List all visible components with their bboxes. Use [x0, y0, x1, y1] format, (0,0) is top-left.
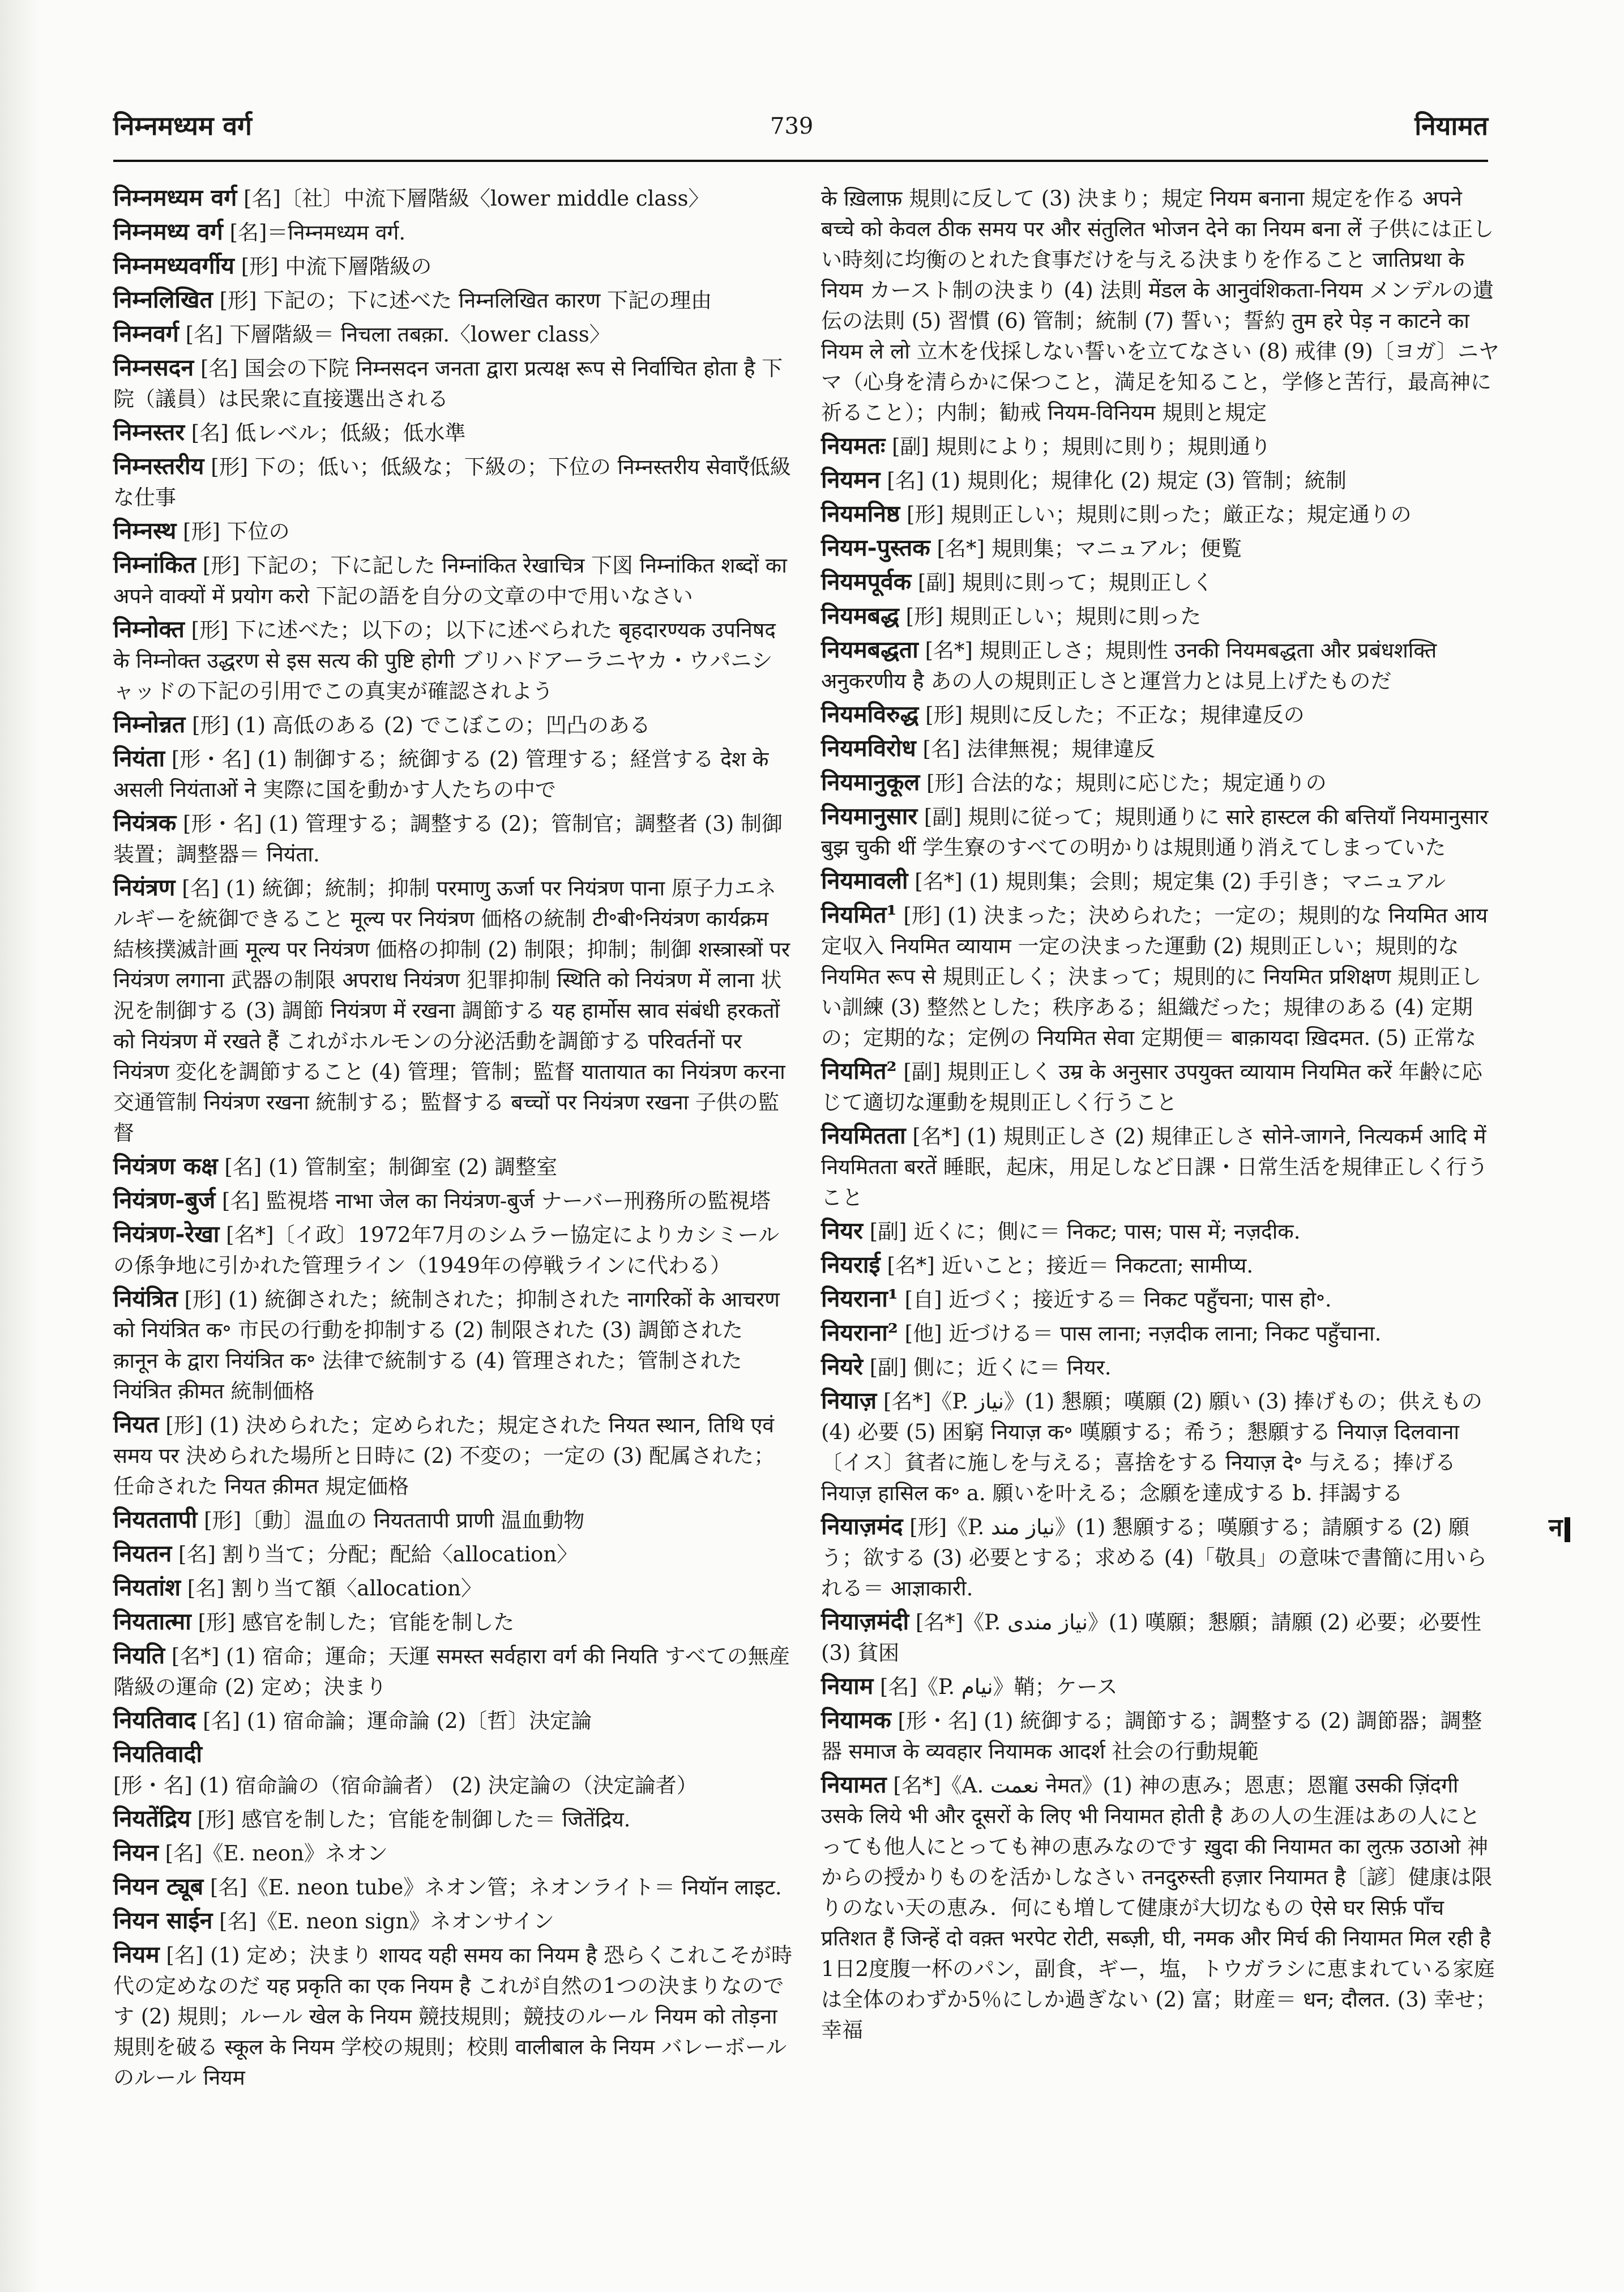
- dictionary-entry: [821, 1385, 1501, 1509]
- dictionary-entry: [113, 709, 793, 741]
- entry-headword: नियंता: [113, 745, 165, 772]
- entry-definition: [名] 低レベル；低級；低水準: [185, 421, 466, 445]
- entry-headword: निम्नमध्य वर्ग: [113, 218, 223, 245]
- entry-headword: नियर: [821, 1217, 863, 1244]
- dictionary-entry: [821, 733, 1501, 765]
- entry-headword: नियन: [113, 1839, 159, 1866]
- entry-headword: निम्नमध्यम वर्ग: [113, 184, 237, 211]
- entry-headword: नियतिवादी: [113, 1740, 202, 1768]
- left-column: [113, 182, 793, 2095]
- dictionary-entry: [821, 1511, 1501, 1604]
- entry-headword: नियमन: [821, 466, 881, 493]
- entry-headword: नियतिवाद: [113, 1706, 196, 1734]
- entry-headword: नियतन: [113, 1540, 172, 1567]
- entry-headword: नियमबद्ध: [821, 602, 899, 629]
- dictionary-entry: [113, 284, 793, 316]
- entry-definition: [形] 感官を制した；官能を制御した＝ जितेंद्रिय.: [190, 1807, 631, 1832]
- entry-definition: [形] 中流下層階級の: [234, 254, 432, 279]
- entry-definition: [副] 規則に則って；規則正しく: [911, 570, 1213, 595]
- entry-definition: [名]＝निम्नमध्यम वर्ग.: [223, 220, 406, 245]
- dictionary-entry: [113, 352, 793, 415]
- entry-definition: [名*] (1) 宿命；運命；天運 समस्त सर्वहारा वर्ग की नियति すべての無産階級の運命 (2) 定め；決まり: [113, 1644, 790, 1699]
- entry-definition: [名] 割り当て；分配；配給〈allocation〉: [172, 1542, 578, 1567]
- dictionary-entry: [113, 1538, 793, 1570]
- scan-edge: [0, 0, 40, 2292]
- dictionary-entry: [821, 1120, 1501, 1213]
- dictionary-entry: [113, 549, 793, 612]
- entry-headword: नियमपूर्वक: [821, 568, 912, 595]
- thumb-index-bar: [1565, 1517, 1570, 1542]
- dictionary-entry: [113, 417, 793, 449]
- entry-headword: नियराना¹: [821, 1285, 898, 1312]
- dictionary-entry: [113, 216, 793, 248]
- entry-definition: के ख़िलाफ़ 規則に反して (3) 決まり；規定 नियम बनाना 規定を作る अपने बच्चे को केवल ठीक समय पर और संतुलित भोजन देने का नियम बना लें 子供には正しい時刻に均衡のとれた食事だけを与える決まりを作ること जातिप्रथा के नियम カースト制の決まり (4) 法則 मेंडल के आनुवंशिकता-नियम メンデルの遺伝の法則 (5) 習慣 (6) 管制；統制 (7) 誓い；誓約 तुम हरे पेड़ न काटने का नियम ले लो 立木を伐採しない誓いを立てなさい (8) 戒律 (9)〔ヨガ〕ニヤマ（心身を清らかに保つこと，満足を知ること，学修と苦行，最高神に祈ること）；内制；勧戒 नियम-विनियम 規則と規定: [821, 186, 1499, 425]
- entry-headword: नियंत्रित: [113, 1285, 178, 1312]
- right-guide-word: नियामत: [1414, 110, 1488, 141]
- entry-definition: [形] 下記の；下に記した निम्नांकित रेखाचित्र 下図 निम्नांकित शब्दों का अपने वाक्यों में प्रयोग करो 下記の語を自分の文章の中で用いなさい: [113, 553, 787, 608]
- dictionary-entry: [113, 614, 793, 707]
- entry-definition: [名] (1) 管制室；制御室 (2) 調整室: [217, 1155, 558, 1179]
- entry-headword: निम्नांकित: [113, 551, 196, 578]
- entry-definition: [形] 下に述べた；以下の；以下に述べられた बृहदारण्यक उपनिषद के निम्नोक्त उद्धरण से इस सत्य की पुष्टि होगी ブリハドアーラニヤカ・ウパニシャッドの下記の引用でこの真実が確認されよう: [113, 618, 776, 703]
- dictionary-entry: [113, 1572, 793, 1604]
- dictionary-entry: [821, 801, 1501, 863]
- entry-definition: [形] 感官を制した；官能を制した: [191, 1610, 515, 1634]
- entry-definition: [副] 近くに；側に＝ निकट; पास; पास में; नज़दीक.: [862, 1219, 1301, 1244]
- entry-headword: नियंत्रक: [113, 809, 177, 836]
- entry-headword: नियंत्रण कक्ष: [113, 1153, 218, 1180]
- dictionary-entry: [821, 566, 1501, 598]
- entry-definition: [他] 近づける＝ पास लाना; नज़दीक लाना; निकट पहुँचाना.: [898, 1321, 1382, 1346]
- entry-definition: [名]《E. neon》ネオン: [158, 1841, 388, 1866]
- entry-headword: नियमबद्धता: [821, 636, 918, 663]
- entry-definition: [名] (1) 規則化；規律化 (2) 規定 (3) 管制；統制: [880, 468, 1347, 493]
- dictionary-entry: [113, 1739, 793, 1801]
- thumb-index: [1549, 1509, 1570, 1543]
- entry-headword: निम्नसदन: [113, 354, 194, 381]
- entry-headword: नियतेंद्रिय: [113, 1805, 191, 1832]
- entry-definition: [形] 規則正しい；規則に則った: [899, 604, 1202, 629]
- entry-headword: नियमानुकूल: [821, 769, 920, 796]
- dictionary-entry: [821, 899, 1501, 1053]
- entry-definition: [副] 規則に従って；規則通りに सारे हास्टल की बत्तियाँ नियमानुसार बुझ चुकी थीं 学生寮のすべての明かりは規則通り消えてしまっていた: [821, 805, 1489, 860]
- dictionary-entry: [821, 1351, 1501, 1383]
- entry-definition: [形・名] (1) 宿命論の（宿命論者） (2) 決定論の（決定論者）: [113, 1773, 698, 1798]
- entry-definition: [形] (1) 決められた；定められた；規定された नियत स्थान, तिथि एवं समय पर 決められた場所と日時に (2) 不変の；一定の (3) 配属された；任命された नियत क़ीमत 規定価格: [113, 1413, 775, 1499]
- dictionary-entry: [821, 1606, 1501, 1668]
- entry-definition: [形] 下記の；下に述べた निम्नलिखित कारण 下記の理由: [212, 288, 712, 313]
- entry-definition: [形・名] (1) 統御する；調節する；調整する (2) 調節器；調整器 समाज के व्यवहार नियामक आदर्श 社会の行動規範: [821, 1709, 1482, 1764]
- entry-headword: नियति: [113, 1642, 165, 1669]
- dictionary-entry: [821, 498, 1501, 530]
- entry-definition: [名]《E. neon tube》ネオン管；ネオンライト＝ नियॉन लाइट.: [203, 1875, 782, 1900]
- entry-definition: [形] (1) 統御された；統制された；抑制された नागरिकों के आचरण को नियंत्रित क॰ 市民の行動を抑制する (2) 制限された (3) 調節された क़ानून के द्वारा नियंत्रित क॰ 法律で統制する (4) 管理された；管制された नियंत्रित क़ीमत 統制価格: [113, 1287, 780, 1403]
- entry-definition: [名] 割り当て額〈allocation〉: [181, 1576, 482, 1600]
- dictionary-entry: [821, 1769, 1501, 2046]
- entry-headword: नियमविरोध: [821, 735, 916, 762]
- dictionary-entry: [821, 634, 1501, 697]
- entry-definition: [副] 規則正しく उम्र के अनुसार उपयुक्त व्यायाम नियमित करें 年齢に応じて適切な運動を規則正しく行うこと: [821, 1060, 1482, 1115]
- page-number: 739: [770, 113, 814, 139]
- dictionary-entry: [821, 865, 1501, 897]
- entry-headword: नियरे: [821, 1353, 863, 1380]
- dictionary-entry: [821, 1705, 1501, 1767]
- dictionary-entry: [821, 464, 1501, 496]
- entry-headword: निम्नोन्नत: [113, 711, 186, 738]
- entry-headword: नियम: [113, 1941, 160, 1968]
- entry-definition: [名]〔社〕中流下層階級〈lower middle class〉: [237, 186, 710, 211]
- entry-definition: [名*] (1) 規則集；会則；規定集 (2) 手引き；マニュアル: [908, 869, 1446, 894]
- entry-headword: नियंत्रण: [113, 874, 176, 901]
- entry-headword: नियमावली: [821, 867, 908, 894]
- entry-headword: नियतात्मा: [113, 1608, 191, 1635]
- dictionary-entry: [113, 1939, 793, 2093]
- dictionary-entry: [113, 1837, 793, 1869]
- dictionary-entry: [821, 1249, 1501, 1281]
- entry-headword: नियमित²: [821, 1057, 897, 1085]
- dictionary-entry: [113, 808, 793, 870]
- dictionary-entry: [113, 743, 793, 805]
- entry-definition: [名*] 規則集；マニュアル；便覧: [930, 536, 1242, 561]
- entry-definition: [形] (1) 決まった；決められた；一定の；規則的な नियमित आय 定収入 नियमित व्यायाम 一定の決まった運動 (2) 規則正しい；規則的な नियमित रूप से 規則正しく；決まって；規則的に नियमित प्रशिक्षण 規則正しい訓練 (3) 整然とした；秩序ある；組織だった；規律のある (4) 定期の；定期的な；定例の नियमित सेवा 定期便＝ बाक़ायदा ख़िदमत. (5) 正常な: [821, 903, 1488, 1050]
- entry-headword: निम्नमध्यवर्गीय: [113, 252, 234, 279]
- dictionary-entry: [821, 430, 1501, 462]
- dictionary-entry: [113, 1606, 793, 1638]
- entry-definition: [形] 規則正しい；規則に則った；厳正な；規定通りの: [900, 502, 1412, 527]
- dictionary-entry: [821, 532, 1501, 564]
- dictionary-entry: [821, 600, 1501, 632]
- entry-definition: [形] 規則に反した；不正な；規律違反の: [918, 703, 1305, 727]
- entry-definition: [形] 合法的な；規則に応じた；規定通りの: [920, 771, 1327, 795]
- entry-definition: [名*]〔イ政〕1972年7月のシムラー協定によりカシミールの係争地に引かれた管理ライン（1949年の停戦ラインに代わる）: [113, 1223, 779, 1278]
- dictionary-entry: [113, 1640, 793, 1702]
- entry-headword: नियततापी: [113, 1506, 198, 1533]
- dictionary-entry: [113, 1705, 793, 1736]
- entry-definition: [副] 規則により；規則に則り；規則通り: [885, 434, 1271, 459]
- dictionary-entry: [821, 182, 1501, 428]
- entry-headword: नियमविरुद्ध: [821, 701, 919, 728]
- entry-headword: नियाम: [821, 1672, 874, 1700]
- dictionary-entry: [113, 250, 793, 282]
- entry-definition: [名] (1) 定め；決まり शायद यही समय का नियम है 恐らくこれこそが時代の定めなのだ यह प्रकृति का एक नियम है これが自然の1つの決まりなのです (2) 規則；ルール खेल के नियम 競技規則；競技のルール नियम को तोड़ना 規則を破る स्कूल के नियम 学校の規則；校則 वालीबाल के नियम バレーボールのルール नियम: [113, 1943, 793, 2090]
- entry-headword: नियमतः: [821, 432, 886, 459]
- dictionary-entry: [113, 515, 793, 547]
- entry-definition: [名] 法律無視；規律違反: [916, 737, 1156, 761]
- entry-definition: [名*] 規則正しさ；規則性 उनकी नियमबद्धता और प्रबंधशक्ति अनुकरणीय है あの人の規則正しさと運営力とは見上げたものだ: [821, 638, 1437, 693]
- entry-headword: निम्नस्तरीय: [113, 453, 204, 480]
- entry-definition: [形・名] (1) 制御する；統御する (2) 管理する；経営する देश के असली नियंताओं ने 実際に国を動かす人たちの中で: [113, 747, 769, 802]
- dictionary-entry: [113, 1185, 793, 1217]
- entry-headword: नियत: [113, 1411, 159, 1438]
- entry-headword: निम्नस्थ: [113, 517, 177, 544]
- dictionary-entry: [113, 1283, 793, 1407]
- entry-headword: नियराई: [821, 1251, 881, 1278]
- entry-headword: नियमनिष्ठ: [821, 500, 900, 527]
- entry-definition: [名*] 近いこと；接近＝ निकटता; सामीप्य.: [880, 1253, 1254, 1278]
- entry-definition: [名*]《P. نیاز مندی》(1) 嘆願；懇願；請願 (2) 必要；必要性 (3) 貧困: [821, 1610, 1482, 1665]
- entry-definition: [名] 国会の下院 निम्नसदन जनता द्वारा प्रत्यक्ष रूप से निर्वाचित होता है 下院（議員）は民衆に直接選出される: [113, 356, 783, 411]
- dictionary-entry: [113, 1803, 793, 1835]
- entry-definition: [名] (1) 宿命論；運命論 (2)〔哲〕決定論: [196, 1709, 592, 1733]
- dictionary-entry: [113, 182, 793, 214]
- entry-definition: [形] (1) 高低のある (2) でこぼこの；凹凸のある: [185, 713, 651, 737]
- entry-definition: [形] 下位の: [176, 519, 290, 544]
- dictionary-entry: [821, 1317, 1501, 1349]
- entry-definition: [名]《E. neon sign》ネオンサイン: [212, 1909, 554, 1934]
- dictionary-entry: [821, 699, 1501, 731]
- entry-headword: निम्नोक्त: [113, 616, 185, 643]
- entry-definition: [名*]《P. نیاز》(1) 懇願；嘆願 (2) 願い (3) 捧げもの；供えもの (4) 必要 (5) 困窮 नियाज़ क॰ 嘆願する；希う；懇願する नियाज़ दिलवाना〔イス〕貧者に施しを与える；喜捨をする नियाज़ दे॰ 与える；捧げる नियाज़ हासिल क॰ a. 願いを叶える；念願を達成する b. 拝謁する: [821, 1389, 1482, 1505]
- dictionary-entry: [821, 1056, 1501, 1118]
- entry-headword: नियतांश: [113, 1574, 181, 1601]
- entry-headword: निम्नवर्ग: [113, 320, 179, 347]
- entry-headword: निम्नलिखित: [113, 286, 213, 313]
- entry-definition: [自] 近づく；接近する＝ निकट पहुँचना; पास हो॰.: [898, 1287, 1332, 1312]
- entry-definition: [名] (1) 統御；統制；抑制 परमाणु ऊर्जा पर नियंत्रण पाना 原子力エネルギーを統御できること मूल्य पर नियंत्रण 価格の統制 टी॰बी॰नियंत्रण कार्यक्रम 結核撲滅計画 मूल्य पर नियंत्रण 価格の抑制 (2) 制限；抑制；制御 शस्त्रास्त्रों पर नियंत्रण लगाना 武器の制限 अपराध नियंत्रण 犯罪抑制 स्थिति को नियंत्रण में लाना 状況を制御する (3) 調節 नियंत्रण में रखना 調節する यह हार्मोस स्राव संबंधी हरकतों को नियंत्रण में रखते हैं これがホルモンの分泌活動を調節する परिवर्तनों पर नियंत्रण 変化を調節すること (4) 管理；管制；監督 यातायात का नियंत्रण करना 交通管制 नियंत्रण रखना 統制する；監督する बच्चों पर नियंत्रण रखना 子供の監督: [113, 876, 790, 1145]
- entry-headword: नियंत्रण-बुर्ज: [113, 1186, 216, 1214]
- dictionary-entry: [113, 1504, 793, 1536]
- entry-headword: नियम-पुस्तक: [821, 534, 930, 561]
- dictionary-entry: [113, 1409, 793, 1502]
- entry-headword: नियाज़मंदी: [821, 1608, 909, 1635]
- dictionary-entry: [821, 767, 1501, 799]
- dictionary-entry: [113, 1871, 793, 1903]
- entry-headword: निम्नस्तर: [113, 419, 185, 446]
- entry-headword: नियाज़: [821, 1387, 877, 1414]
- entry-headword: नियमित¹: [821, 901, 897, 928]
- right-column: [821, 182, 1501, 2048]
- dictionary-entry: [113, 1905, 793, 1937]
- entry-headword: नियामत: [821, 1771, 887, 1798]
- entry-definition: [形] 下の；低い；低級な；下級の；下位の निम्नस्तरीय सेवाएँ低級な仕事: [113, 455, 791, 510]
- dictionary-entry: [113, 872, 793, 1149]
- entry-headword: नियमितता: [821, 1122, 906, 1149]
- entry-definition: [名*] (1) 規則正しさ (2) 規律正しさ सोने-जागने, नित्यकर्म आदि में नियमितता बरतें 睡眠，起床，用足しなど日課・日常生活を規律正しく行うこと: [821, 1124, 1488, 1210]
- entry-headword: नियाज़मंद: [821, 1513, 903, 1540]
- dictionary-entry: [821, 1215, 1501, 1247]
- entry-headword: नियमानुसार: [821, 803, 918, 830]
- thumb-index-letter: न: [1549, 1513, 1563, 1542]
- entry-definition: [形・名] (1) 管理する；調整する (2)；管制官；調整者 (3) 制御装置；調整器＝ नियंता.: [113, 812, 783, 867]
- dictionary-entry: [113, 1151, 793, 1183]
- dictionary-entry: [821, 1671, 1501, 1702]
- entry-headword: नियंत्रण-रेखा: [113, 1220, 220, 1248]
- header-rule: [113, 160, 1488, 162]
- entry-definition: [形]《P. نیاز مند》(1) 懇願する；嘆願する；請願する (2) 願う；欲する (3) 必要とする；求める (4)「敬具」の意味で書簡に用いられる＝ आज्ञाकारी.: [821, 1515, 1488, 1600]
- entry-definition: [形]〔動〕温血の नियततापी प्राणी 温血動物: [197, 1508, 585, 1533]
- entry-definition: [名]《P. نیام》鞘；ケース: [873, 1675, 1118, 1699]
- entry-headword: नियन ट्यूब: [113, 1873, 204, 1900]
- entry-definition: [名] 監視塔 नाभा जेल का नियंत्रण-बुर्ज ナーバー刑務所の監視塔: [215, 1189, 771, 1213]
- entry-headword: नियराना²: [821, 1319, 898, 1346]
- entry-headword: नियामक: [821, 1706, 891, 1734]
- page-header: [113, 102, 1488, 153]
- dictionary-entry: [113, 1219, 793, 1281]
- dictionary-entry: [113, 318, 793, 350]
- dictionary-entry: [821, 1283, 1501, 1315]
- entry-definition: [名] 下層階級＝ निचला तबक़ा.〈lower class〉: [178, 322, 610, 347]
- left-guide-word: निम्नमध्यम वर्ग: [113, 110, 252, 141]
- entry-headword: नियन साईन: [113, 1907, 213, 1934]
- entry-definition: [副] 側に；近くに＝ नियर.: [862, 1355, 1112, 1380]
- entry-definition: [名*]《A. نعمت नेमत》(1) 神の恵み；恩恵；恩寵 उसकी ज़िंदगी उसके लिये भी और दूसरों के लिए भी नियामत होती है あの人の生涯はあの人にとっても他人にとっても神の恵みなのです ख़ुदा की नियामत का लुत्फ़ उठाओ 神からの授かりものを活かしなさい तनदुरुस्ती हज़ार नियामत है〔諺〕健康は限りのない天の恵み．何にも増して健康が大切なもの ऐसे घर सिर्फ़ पाँच प्रतिशत हैं जिन्हें दो वक़्त भरपेट रोटी, सब्ज़ी, घी, नमक और मिर्च की नियामत मिल रही है 1日2度腹一杯のパン，副食，ギー，塩，トウガラシに恵まれている家庭は全体のわずか5％にしか過ぎない (2) 富；財産＝ धन; दौलत. (3) 幸せ；幸福: [821, 1773, 1497, 2042]
- dictionary-entry: [113, 451, 793, 513]
